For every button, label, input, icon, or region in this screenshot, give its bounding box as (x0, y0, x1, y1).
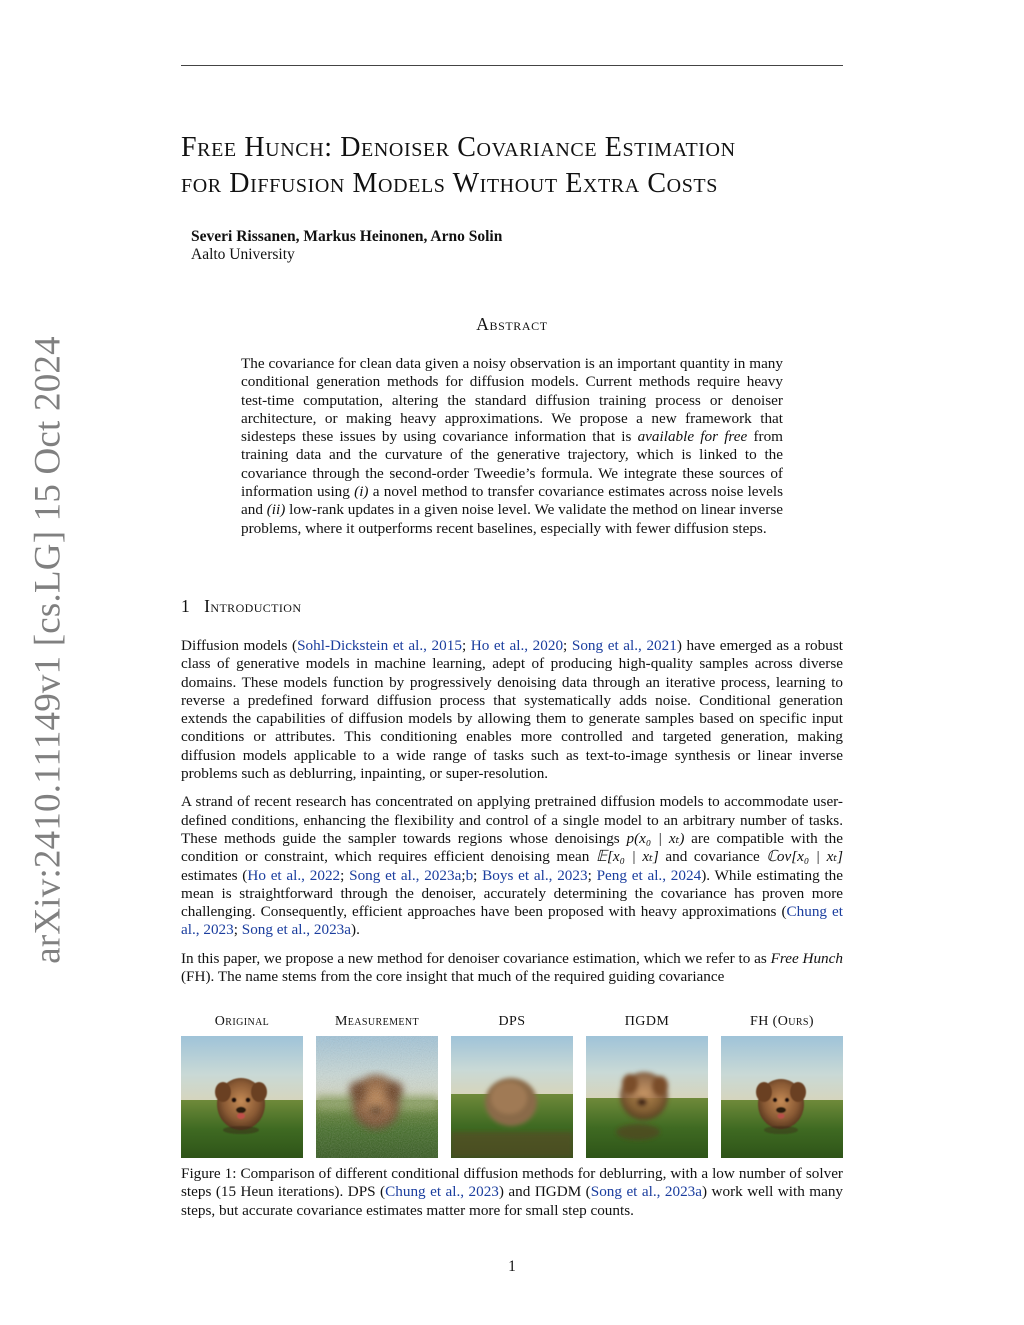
text: Diffusion models ( (181, 637, 298, 654)
citation-link[interactable]: Sohl-Dickstein et al., 2015 (297, 637, 462, 654)
text: ; (563, 637, 572, 654)
text: estimates ( (181, 866, 248, 884)
image-pigdm (586, 1036, 708, 1158)
intro-paragraph-2 (181, 793, 843, 939)
text: A strand of recent research has concentrated on applying pretrained diffusion models to accommodate user-defined conditions, enhancing the flexibility and control of a single model to an arbitrary number of tasks. These methods guide the sampler towards regions whose denoisings (181, 793, 843, 847)
text: ; (233, 921, 242, 939)
intro-paragraph-3 (181, 950, 843, 987)
citation-link[interactable]: Boys et al., 2023 (482, 866, 588, 884)
citation-link[interactable]: Chung et al., 2023 (385, 1183, 499, 1201)
text: ; (473, 866, 483, 884)
citation-link[interactable]: b (465, 866, 474, 884)
label-measurement: Measurement (334, 1014, 420, 1029)
abstract-emphasis: (ii) (266, 501, 286, 519)
section-title: Introduction (204, 596, 302, 616)
text: ) and ΠGDM ( (498, 1183, 591, 1201)
abstract-heading: Abstract (476, 314, 548, 334)
label-dps: DPS (498, 1014, 526, 1029)
author-list: Severi Rissanen, Markus Heinonen, Arno Solin (191, 228, 503, 245)
abstract-text-part: low-rank updates in a given noise level. We validate the method on linear inverse problems, where it outperforms recent baselines, especially with fewer diffusion steps. (241, 501, 783, 537)
citation-link[interactable]: Ho et al., 2020 (470, 637, 564, 654)
math-expression: p(x₀ | xₜ) (626, 829, 685, 847)
abstract-text-part: The covariance for clean data given a noisy observation is an important quantity in many conditional generation methods for diffusion models. Current methods require heavy test-time computation, altering the standard diffusion training process or denoiser architecture, or making heavy approximations. We propose a new framework that sidesteps these issues by using covariance information that is (241, 355, 783, 446)
math-expression: 𝔼[x₀ | xₜ] (595, 848, 659, 866)
citation-link[interactable]: Song et al., 2023a (590, 1183, 702, 1201)
paper-title (181, 130, 851, 202)
emphasis: Free Hunch (770, 949, 843, 967)
text: ) have emerged as a robust class of generative models in machine learning, adept of producing high-quality samples across diverse domains. These models function by progressively denoising data through an iterative process, learning to reverse a predefined forward diffusion process that systematically adds noise. Conditional generation extends the capabilities of diffusion models by allowing them to generate samples based on specific input conditions or attributes. This conditioning enables more controlled and targeted generation, making diffusion models applicable to a wide range of tasks such as text-to-image synthesis or linear inverse problems such as deblurring, inpainting, or super-resolution. (181, 637, 843, 783)
section-number: 1 (181, 596, 191, 616)
title-line-1: Free Hunch: Denoiser Covariance Estimation (181, 132, 736, 163)
citation-link[interactable]: Song et al., 2021 (571, 637, 677, 654)
abstract-text-part: a novel method to transfer covariance estimates across noise levels and (241, 483, 783, 519)
label-fh-ours: FH (Ours) (750, 1014, 814, 1029)
title-line-2: for Diffusion Models Without Extra Costs (181, 168, 718, 199)
header-rule (181, 65, 843, 66)
citation-link[interactable]: Song et al., 2023a (349, 866, 462, 884)
label-original: Original (214, 1014, 270, 1029)
text: are compatible with the condition or constraint, which requires efficient denoising mean (181, 829, 843, 866)
introduction-body (181, 637, 843, 996)
abstract-emphasis: available for free (637, 428, 748, 446)
math-expression: ℂov[x₀ | xₜ] (766, 848, 843, 866)
abstract-text (241, 355, 783, 538)
citation-link[interactable]: Chung et al., 2023 (181, 903, 843, 939)
text: (FH). The name stems from the core insight that much of the required guiding covariance (181, 968, 725, 986)
text: ; (340, 866, 350, 884)
citation-link[interactable]: Peng et al., 2024 (596, 866, 702, 884)
text: ). (351, 921, 360, 939)
figure-1-caption (181, 1165, 843, 1220)
image-original (181, 1036, 303, 1158)
image-measurement (316, 1036, 438, 1158)
text: ; (587, 866, 597, 884)
image-fh-ours (721, 1036, 843, 1158)
figure-image-row (181, 1036, 843, 1158)
affiliation: Aalto University (191, 246, 295, 263)
abstract-text-part: from training data and the curvature of the generative trajectory, which is linked to the covariance through the second-order Tweedie’s formula. We integrate these sources of information using (241, 428, 783, 501)
text: In this paper, we propose a new method for denoiser covariance estimation, which we refer to as (181, 949, 771, 967)
figure-column-labels (181, 1014, 843, 1036)
citation-link[interactable]: Song et al., 2023a (241, 921, 352, 939)
citation-link[interactable]: Ho et al., 2022 (247, 866, 341, 884)
section-heading-introduction (181, 596, 301, 617)
text: ; (461, 637, 471, 654)
image-dps (451, 1036, 573, 1158)
figure-1 (181, 1014, 843, 1158)
text: Figure 1: Comparison of different conditional diffusion methods for deblurring, with a low number of solver steps (15 Heun iterations). DPS ( (181, 1165, 843, 1201)
text: and covariance (658, 848, 767, 866)
text: ). While estimating the mean is straightforward through the denoiser, accurately determining the covariance has proven more challenging. Consequently, efficient approaches have been proposed with heavy approximations ( (181, 866, 844, 921)
intro-paragraph-1 (181, 637, 843, 783)
text: ) work well with many steps, but accurate covariance estimates matter more for small step counts. (181, 1183, 844, 1219)
arxiv-identifier-stamp[interactable]: arXiv:2410.11149v1 [cs.LG] 15 Oct 2024 (27, 336, 69, 964)
page-number: 1 (508, 1258, 516, 1275)
abstract-emphasis: (i) (354, 483, 369, 501)
text: ; (461, 866, 466, 884)
label-pigdm: ΠGDM (624, 1014, 670, 1029)
